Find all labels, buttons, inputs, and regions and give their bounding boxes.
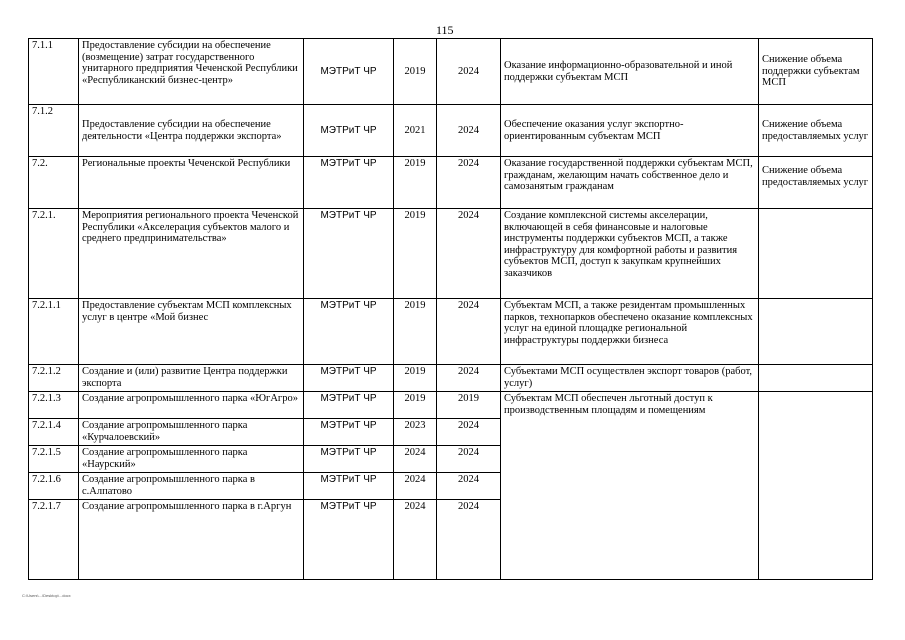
table-row [29, 365, 873, 392]
item-executor: МЭТРиТ ЧР [304, 39, 394, 105]
item-name: Создание и (или) развитие Центра поддержки экспорта [79, 365, 304, 392]
item-name: Создание агропромышленного парка в с.Алпатово [79, 473, 304, 500]
item-consequence: Снижение объема предоставляемых услуг [759, 105, 873, 157]
item-consequence [759, 299, 873, 365]
item-name: Предоставление субъектам МСП комплексных услуг в центре «Мой бизнес [79, 299, 304, 365]
agropark-shared-consequence [759, 392, 873, 580]
item-number: 7.2.1.4 [29, 419, 79, 446]
item-executor: МЭТРиТ ЧР [304, 299, 394, 365]
item-name: Предоставление субсидии на обеспечение (возмещение) затрат государственного унитарного предприятия Чеченской Республики «Республиканский бизнес-центр» [79, 39, 304, 105]
item-end-year: 2024 [437, 473, 501, 500]
item-consequence: Снижение объема поддержки субъектам МСП [759, 39, 873, 105]
item-executor: МЭТРиТ ЧР [304, 500, 394, 580]
item-start-year: 2021 [394, 105, 437, 157]
item-consequence: Снижение объема предоставляемых услуг [759, 157, 873, 209]
item-name: Создание агропромышленного парка в г.Аргун [79, 500, 304, 580]
table-row [29, 209, 873, 299]
item-start-year: 2024 [394, 446, 437, 473]
item-name: Региональные проекты Чеченской Республики [79, 157, 304, 209]
item-executor: МЭТРиТ ЧР [304, 446, 394, 473]
item-start-year: 2024 [394, 473, 437, 500]
item-start-year: 2023 [394, 419, 437, 446]
table-row [29, 39, 873, 105]
item-end-year: 2024 [437, 105, 501, 157]
item-number: 7.2.1.1 [29, 299, 79, 365]
item-start-year: 2019 [394, 299, 437, 365]
item-number: 7.2.1.6 [29, 473, 79, 500]
page-number: 115 [436, 23, 454, 37]
item-number: 7.2.1. [29, 209, 79, 299]
table-row [29, 392, 873, 419]
table-row [29, 299, 873, 365]
item-executor: МЭТРиТ ЧР [304, 473, 394, 500]
item-executor: МЭТРиТ ЧР [304, 209, 394, 299]
item-end-year: 2024 [437, 446, 501, 473]
item-number: 7.1.1 [29, 39, 79, 105]
item-number: 7.2.1.2 [29, 365, 79, 392]
item-start-year: 2019 [394, 209, 437, 299]
footer-file-path: С:\Users\...\Desktop\...docx [22, 593, 71, 598]
item-end-year: 2024 [437, 500, 501, 580]
item-end-year: 2019 [437, 392, 501, 419]
table-row [29, 157, 873, 209]
item-result: Субъектами МСП осуществлен экспорт товаров (работ, услуг) [501, 365, 759, 392]
item-number: 7.2.1.5 [29, 446, 79, 473]
item-name: Предоставление субсидии на обеспечение деятельности «Центра поддержки экспорта» [79, 105, 304, 157]
item-start-year: 2019 [394, 392, 437, 419]
item-result: Субъектам МСП, а также резидентам промышленных парков, технопарков обеспечено оказание комплексных услуг на единой площадке региональной инфраструктуры поддержки бизнеса [501, 299, 759, 365]
item-start-year: 2019 [394, 157, 437, 209]
item-end-year: 2024 [437, 419, 501, 446]
item-end-year: 2024 [437, 39, 501, 105]
item-end-year: 2024 [437, 299, 501, 365]
item-name: Создание агропромышленного парка «Курчалоевский» [79, 419, 304, 446]
item-executor: МЭТРиТ ЧР [304, 419, 394, 446]
measures-table [28, 38, 873, 580]
item-start-year: 2024 [394, 500, 437, 580]
item-consequence [759, 209, 873, 299]
item-executor: МЭТРиТ ЧР [304, 105, 394, 157]
item-end-year: 2024 [437, 365, 501, 392]
item-number: 7.1.2 [29, 105, 79, 157]
item-result: Создание комплексной системы акселерации, включающей в себя финансовые и налоговые инструменты поддержки субъектов МСП, а также инфраструктуру для комфортной работы и развития субъектов МСП, доступ к закупкам крупнейших заказчиков [501, 209, 759, 299]
item-end-year: 2024 [437, 209, 501, 299]
item-executor: МЭТРиТ ЧР [304, 365, 394, 392]
agropark-shared-result: Субъектам МСП обеспечен льготный доступ к производственным площадям и помещениям [501, 392, 759, 580]
item-executor: МЭТРиТ ЧР [304, 157, 394, 209]
item-number: 7.2. [29, 157, 79, 209]
item-executor: МЭТРиТ ЧР [304, 392, 394, 419]
item-start-year: 2019 [394, 365, 437, 392]
item-name: Создание агропромышленного парка «ЮгАгро» [79, 392, 304, 419]
item-name: Мероприятия регионального проекта Чеченской Республики «Акселерация субъектов малого и среднего предпринимательства» [79, 209, 304, 299]
table-row [29, 105, 873, 157]
item-number: 7.2.1.7 [29, 500, 79, 580]
item-name: Создание агропромышленного парка «Наурский» [79, 446, 304, 473]
item-result: Обеспечение оказания услуг экспортно-ориентированным субъектам МСП [501, 105, 759, 157]
item-result: Оказание государственной поддержки субъектам МСП, гражданам, желающим начать собственное дело и самозанятым гражданам [501, 157, 759, 209]
item-start-year: 2019 [394, 39, 437, 105]
item-end-year: 2024 [437, 157, 501, 209]
item-consequence [759, 365, 873, 392]
item-number: 7.2.1.3 [29, 392, 79, 419]
item-result: Оказание информационно-образовательной и иной поддержки субъектам МСП [501, 39, 759, 105]
